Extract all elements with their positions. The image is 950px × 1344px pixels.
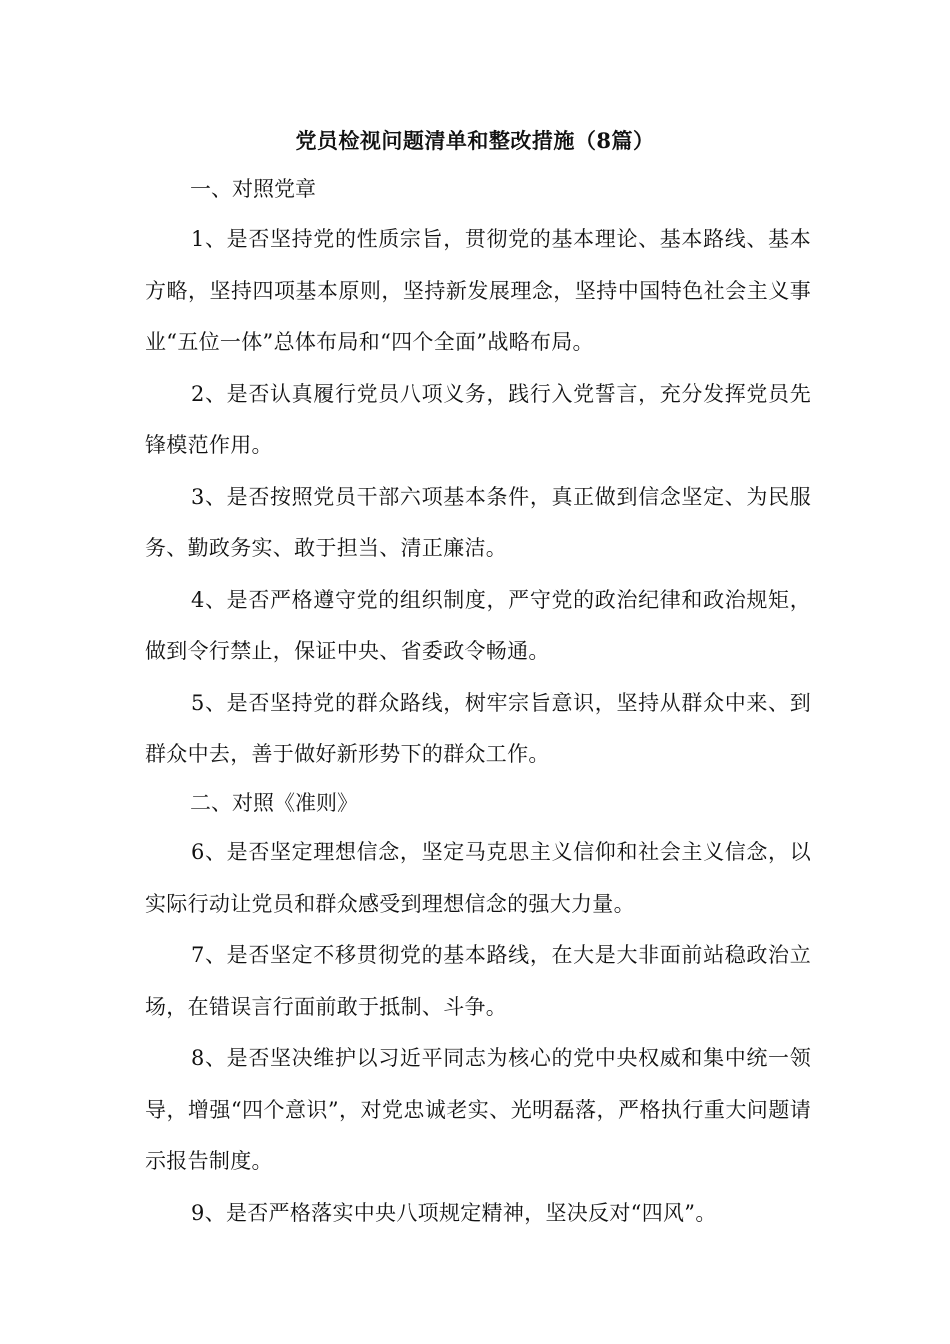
paragraph-1: 1、是否坚持党的性质宗旨，贯彻党的基本理论、基本路线、基本方略，坚持四项基本原则，坚持新发展理念，坚持中国特色社会主义事业“五位一体”总体布局和“四个全面”战略布局。 [145, 227, 811, 354]
section-heading-guidelines: 二、对照《准则》 [190, 791, 358, 815]
paragraph-3: 3、是否按照党员干部六项基本条件，真正做到信念坚定、为民服务、勤政务实、敢于担当、清正廉洁。 [145, 484, 811, 560]
paragraph-5: 5、是否坚持党的群众路线，树牢宗旨意识，坚持从群众中来、到群众中去，善于做好新形势下的群众工作。 [145, 690, 811, 766]
paragraph-9: 9、是否严格落实中央八项规定精神，坚决反对“四风”。 [191, 1200, 717, 1225]
section-heading-party-constitution: 一、对照党章 [190, 177, 316, 201]
paragraph-7: 7、是否坚定不移贯彻党的基本路线，在大是大非面前站稳政治立场，在错误言行面前敢于抵制、斗争。 [145, 943, 811, 1019]
section-1-body [145, 214, 811, 781]
paragraph-2: 2、是否认真履行党员八项义务，践行入党誓言，充分发挥党员先锋模范作用。 [145, 381, 811, 457]
document-title: 党员检视问题清单和整改措施（8篇） [295, 128, 655, 153]
paragraph-4: 4、是否严格遵守党的组织制度，严守党的政治纪律和政治规矩，做到令行禁止，保证中央、省委政令畅通。 [145, 587, 811, 663]
paragraph-8: 8、是否坚决维护以习近平同志为核心的党中央权威和集中统一领导，增强“四个意识”，对党忠诚老实、光明磊落，严格执行重大问题请示报告制度。 [145, 1046, 811, 1173]
section-2-body [145, 827, 811, 1239]
paragraph-6: 6、是否坚定理想信念，坚定马克思主义信仰和社会主义信念，以实际行动让党员和群众感受到理想信念的强大力量。 [145, 840, 811, 916]
